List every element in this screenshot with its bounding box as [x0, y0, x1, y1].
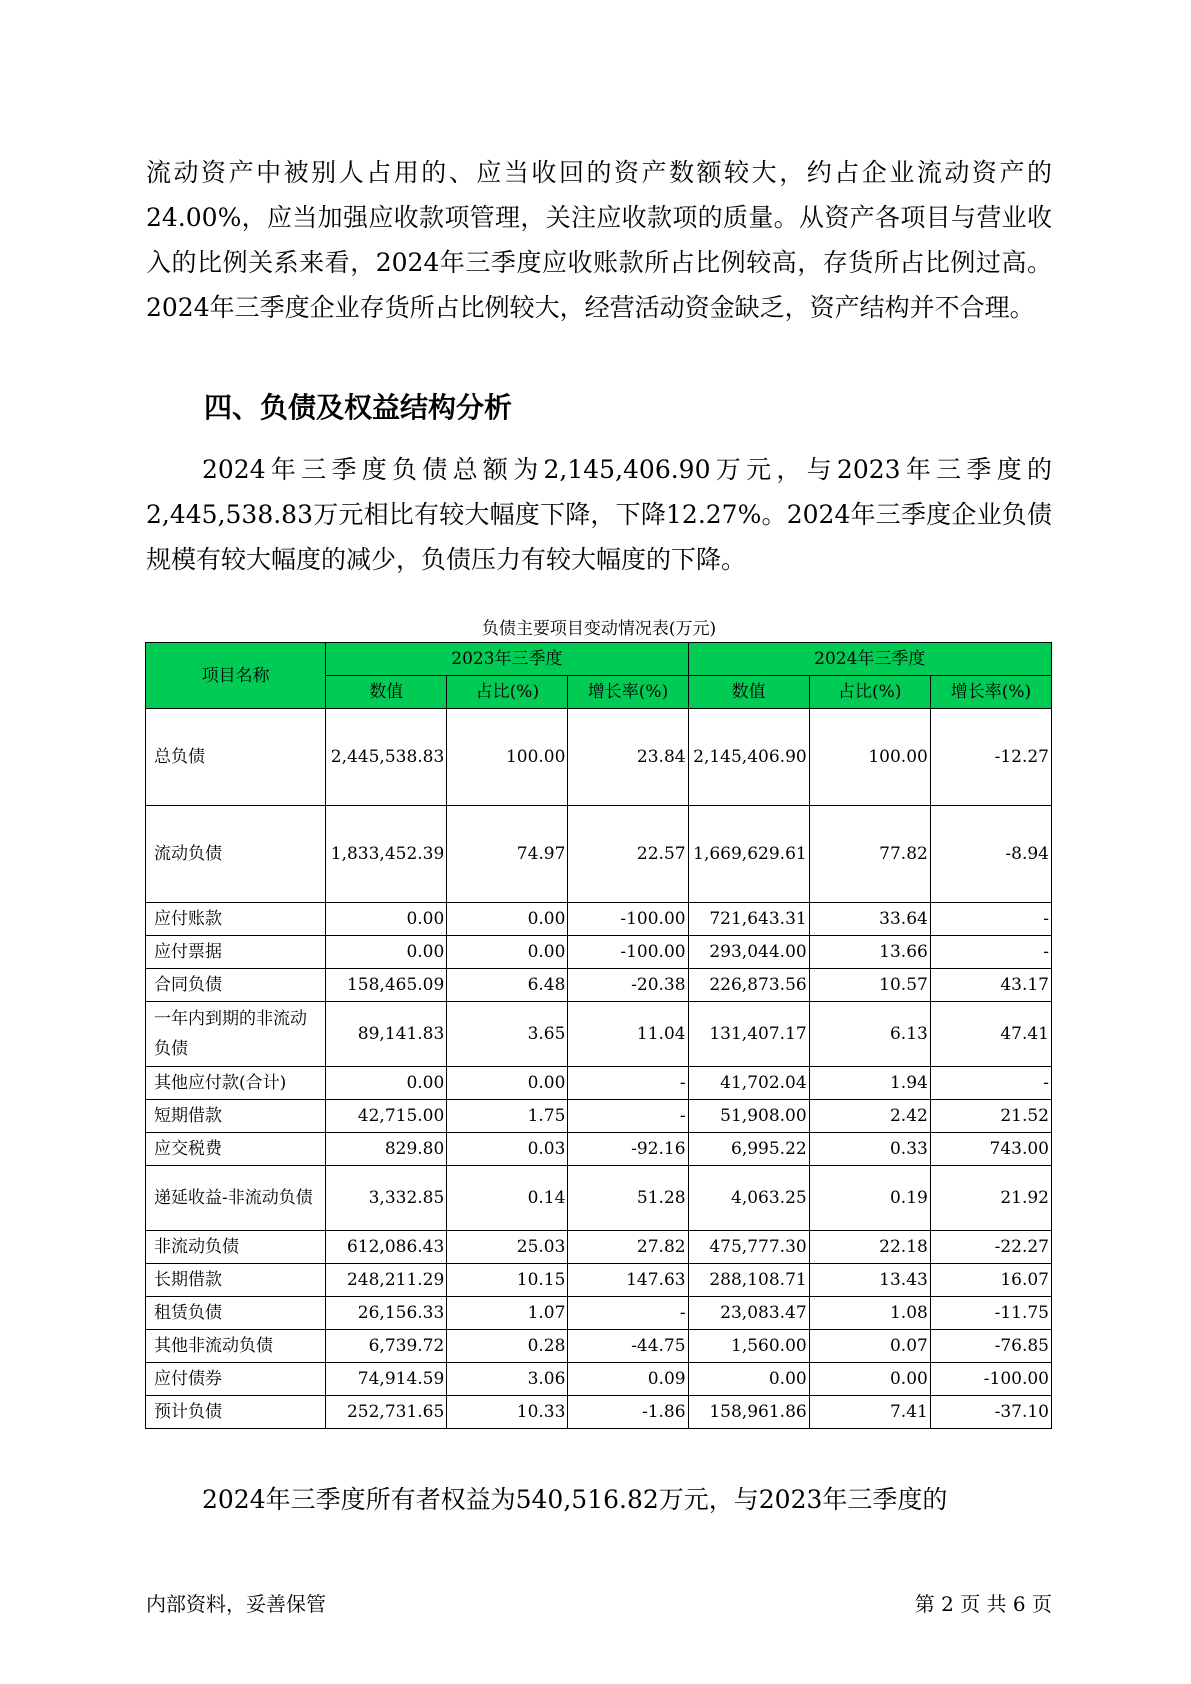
cell-g24: 21.92 — [930, 1166, 1051, 1231]
row-item-name: 流动负债 — [146, 806, 326, 903]
cell-g23: 27.82 — [568, 1231, 688, 1264]
cell-s24: 1.94 — [809, 1067, 930, 1100]
cell-g23: 23.84 — [568, 709, 688, 806]
row-item-name: 总负债 — [146, 709, 326, 806]
cell-v23: 252,731.65 — [326, 1396, 447, 1429]
cell-g24: - — [930, 903, 1051, 936]
cell-g24: 47.41 — [930, 1002, 1051, 1067]
section-heading: 四、负债及权益结构分析 — [204, 391, 513, 424]
cell-s23: 6.48 — [447, 969, 568, 1002]
cell-g24: -76.85 — [930, 1330, 1051, 1363]
table-caption: 负债主要项目变动情况表(万元) — [481, 619, 717, 639]
cell-g23: -100.00 — [568, 936, 688, 969]
table-row — [146, 1330, 1052, 1363]
cell-s23: 0.28 — [447, 1330, 568, 1363]
cell-s24: 7.41 — [809, 1396, 930, 1429]
cell-v24: 51,908.00 — [688, 1100, 809, 1133]
cell-v24: 41,702.04 — [688, 1067, 809, 1100]
row-item-name: 其他非流动负债 — [146, 1330, 326, 1363]
cell-v24: 721,643.31 — [688, 903, 809, 936]
cell-g24: -8.94 — [930, 806, 1051, 903]
cell-v23: 74,914.59 — [326, 1363, 447, 1396]
footer-confidential-note: 内部资料，妥善保管 — [146, 1592, 326, 1616]
cell-s24: 33.64 — [809, 903, 930, 936]
table-row — [146, 806, 1052, 903]
row-item-name: 应付债券 — [146, 1363, 326, 1396]
cell-v24: 226,873.56 — [688, 969, 809, 1002]
cell-v24: 0.00 — [688, 1363, 809, 1396]
cell-s24: 0.00 — [809, 1363, 930, 1396]
cell-g24: 743.00 — [930, 1133, 1051, 1166]
cell-g24: -37.10 — [930, 1396, 1051, 1429]
cell-v23: 89,141.83 — [326, 1002, 447, 1067]
row-item-name: 预计负债 — [146, 1396, 326, 1429]
header-period-2023: 2023年三季度 — [326, 643, 688, 676]
cell-v23: 42,715.00 — [326, 1100, 447, 1133]
cell-v23: 0.00 — [326, 1067, 447, 1100]
table-row — [146, 1264, 1052, 1297]
row-item-name: 一年内到期的非流动负债 — [146, 1002, 326, 1067]
cell-s23: 0.00 — [447, 903, 568, 936]
cell-s23: 1.75 — [447, 1100, 568, 1133]
cell-g24: 21.52 — [930, 1100, 1051, 1133]
cell-v24: 4,063.25 — [688, 1166, 809, 1231]
cell-g23: 51.28 — [568, 1166, 688, 1231]
body-paragraph-equity: 2024年三季度所有者权益为540,516.82万元，与2023年三季度的 — [202, 1485, 948, 1514]
cell-v23: 612,086.43 — [326, 1231, 447, 1264]
cell-g24: -22.27 — [930, 1231, 1051, 1264]
row-item-name: 递延收益-非流动负债 — [146, 1166, 326, 1231]
row-item-name: 应交税费 — [146, 1133, 326, 1166]
cell-g24: -100.00 — [930, 1363, 1051, 1396]
table-row — [146, 1133, 1052, 1166]
cell-g23: 0.09 — [568, 1363, 688, 1396]
cell-v24: 6,995.22 — [688, 1133, 809, 1166]
cell-s24: 6.13 — [809, 1002, 930, 1067]
cell-s24: 2.42 — [809, 1100, 930, 1133]
header-item-name: 项目名称 — [146, 643, 326, 709]
cell-s23: 0.00 — [447, 936, 568, 969]
cell-v23: 829.80 — [326, 1133, 447, 1166]
cell-g23: -44.75 — [568, 1330, 688, 1363]
table-body — [146, 709, 1052, 1429]
liabilities-table — [145, 642, 1052, 1429]
header-share-2024: 占比(%) — [809, 676, 930, 709]
table-row — [146, 1363, 1052, 1396]
cell-v23: 2,445,538.83 — [326, 709, 447, 806]
cell-g24: -11.75 — [930, 1297, 1051, 1330]
header-period-2024: 2024年三季度 — [688, 643, 1051, 676]
cell-g23: -1.86 — [568, 1396, 688, 1429]
cell-v23: 158,465.09 — [326, 969, 447, 1002]
cell-g24: - — [930, 936, 1051, 969]
cell-g23: - — [568, 1100, 688, 1133]
cell-g24: -12.27 — [930, 709, 1051, 806]
cell-g23: 11.04 — [568, 1002, 688, 1067]
table-row — [146, 1231, 1052, 1264]
table-row — [146, 1166, 1052, 1231]
header-value-2024: 数值 — [688, 676, 809, 709]
cell-s23: 0.03 — [447, 1133, 568, 1166]
row-item-name: 应付票据 — [146, 936, 326, 969]
cell-s23: 25.03 — [447, 1231, 568, 1264]
table-row — [146, 709, 1052, 806]
cell-s24: 10.57 — [809, 969, 930, 1002]
cell-s23: 10.33 — [447, 1396, 568, 1429]
cell-s23: 1.07 — [447, 1297, 568, 1330]
cell-v24: 1,669,629.61 — [688, 806, 809, 903]
cell-s24: 13.66 — [809, 936, 930, 969]
row-item-name: 非流动负债 — [146, 1231, 326, 1264]
cell-s24: 77.82 — [809, 806, 930, 903]
cell-g23: 147.63 — [568, 1264, 688, 1297]
cell-v23: 0.00 — [326, 936, 447, 969]
cell-g23: - — [568, 1297, 688, 1330]
row-item-name: 应付账款 — [146, 903, 326, 936]
header-value-2023: 数值 — [326, 676, 447, 709]
cell-s23: 3.65 — [447, 1002, 568, 1067]
cell-s24: 13.43 — [809, 1264, 930, 1297]
header-growth-2024: 增长率(%) — [930, 676, 1051, 709]
row-item-name: 租赁负债 — [146, 1297, 326, 1330]
cell-g23: -92.16 — [568, 1133, 688, 1166]
cell-g24: 16.07 — [930, 1264, 1051, 1297]
cell-g23: -100.00 — [568, 903, 688, 936]
cell-s24: 22.18 — [809, 1231, 930, 1264]
cell-v24: 288,108.71 — [688, 1264, 809, 1297]
cell-s24: 0.19 — [809, 1166, 930, 1231]
body-paragraph-liabilities: 2024年三季度负债总额为2,145,406.90万元，与2023年三季度的2,445,538.83万元相比有较大幅度下降，下降12.27%。2024年三季度企业负债规模有较大幅度的减少，负债压力有较大幅度的下降。 — [146, 455, 1052, 574]
table-row — [146, 1396, 1052, 1429]
cell-s23: 0.14 — [447, 1166, 568, 1231]
cell-g24: - — [930, 1067, 1051, 1100]
cell-v24: 131,407.17 — [688, 1002, 809, 1067]
cell-v23: 6,739.72 — [326, 1330, 447, 1363]
cell-s23: 74.97 — [447, 806, 568, 903]
table-row — [146, 1067, 1052, 1100]
cell-g23: 22.57 — [568, 806, 688, 903]
table-row — [146, 1100, 1052, 1133]
row-item-name: 长期借款 — [146, 1264, 326, 1297]
cell-g23: - — [568, 1067, 688, 1100]
cell-v23: 1,833,452.39 — [326, 806, 447, 903]
cell-s24: 100.00 — [809, 709, 930, 806]
cell-v24: 1,560.00 — [688, 1330, 809, 1363]
cell-s24: 0.33 — [809, 1133, 930, 1166]
row-item-name: 其他应付款(合计) — [146, 1067, 326, 1100]
cell-g24: 43.17 — [930, 969, 1051, 1002]
table-row — [146, 903, 1052, 936]
table-row — [146, 936, 1052, 969]
row-item-name: 短期借款 — [146, 1100, 326, 1133]
header-growth-2023: 增长率(%) — [568, 676, 688, 709]
footer-page-number: 第 2 页 共 6 页 — [914, 1592, 1052, 1616]
table-row — [146, 969, 1052, 1002]
body-paragraph-assets: 流动资产中被别人占用的、应当收回的资产数额较大，约占企业流动资产的24.00%，应当加强应收款项管理，关注应收款项的质量。从资产各项目与营业收入的比例关系来看，2024年三季度应收账款所占比例较高，存货所占比例过高。2024年三季度企业存货所占比例较大，经营活动资金缺乏，资产结构并不合理。 — [146, 158, 1052, 322]
table-row — [146, 1297, 1052, 1330]
cell-v23: 26,156.33 — [326, 1297, 447, 1330]
cell-s23: 3.06 — [447, 1363, 568, 1396]
cell-s24: 0.07 — [809, 1330, 930, 1363]
cell-s23: 0.00 — [447, 1067, 568, 1100]
cell-v23: 3,332.85 — [326, 1166, 447, 1231]
cell-s23: 100.00 — [447, 709, 568, 806]
cell-s23: 10.15 — [447, 1264, 568, 1297]
row-item-name: 合同负债 — [146, 969, 326, 1002]
cell-v24: 158,961.86 — [688, 1396, 809, 1429]
cell-s24: 1.08 — [809, 1297, 930, 1330]
cell-g23: -20.38 — [568, 969, 688, 1002]
cell-v23: 0.00 — [326, 903, 447, 936]
cell-v24: 293,044.00 — [688, 936, 809, 969]
cell-v24: 23,083.47 — [688, 1297, 809, 1330]
cell-v24: 2,145,406.90 — [688, 709, 809, 806]
header-share-2023: 占比(%) — [447, 676, 568, 709]
cell-v23: 248,211.29 — [326, 1264, 447, 1297]
cell-v24: 475,777.30 — [688, 1231, 809, 1264]
table-row — [146, 1002, 1052, 1067]
